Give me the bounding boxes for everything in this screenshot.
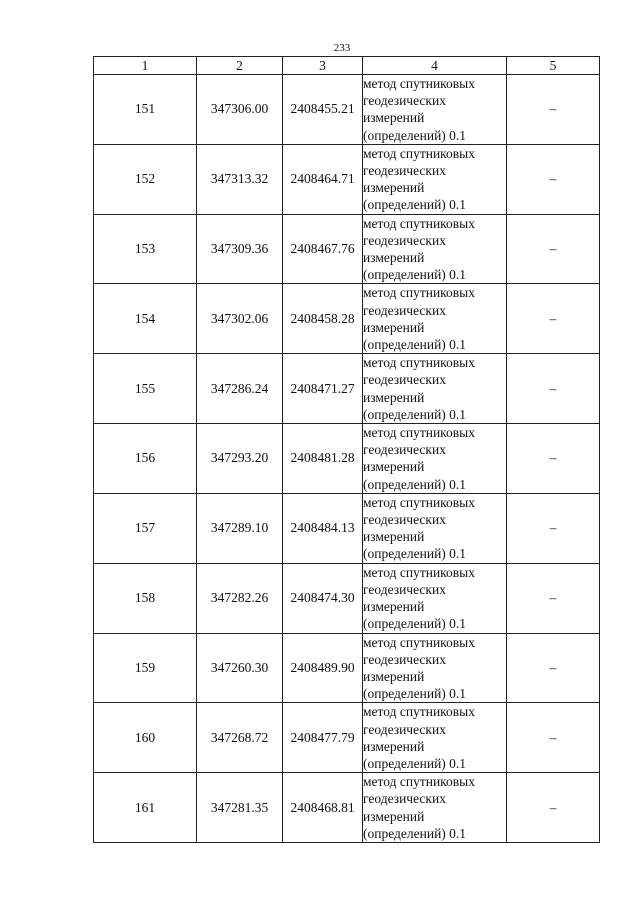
method-line: метод спутниковых xyxy=(363,564,475,580)
description-cell: – xyxy=(507,284,600,354)
table-row xyxy=(94,214,600,284)
method-cell xyxy=(363,424,507,494)
x-coordinate-cell: 347282.26 xyxy=(197,563,283,633)
table-header xyxy=(94,57,600,75)
y-coordinate-cell: 2408489.90 xyxy=(283,633,363,703)
method-cell xyxy=(363,284,507,354)
table-row xyxy=(94,354,600,424)
method-line: геодезических xyxy=(363,302,446,318)
column-header-3: 3 xyxy=(283,57,363,75)
table-row xyxy=(94,144,600,214)
table-row xyxy=(94,633,600,703)
table-row xyxy=(94,493,600,563)
method-line: геодезических xyxy=(363,791,446,807)
table-row xyxy=(94,284,600,354)
column-header-4: 4 xyxy=(363,57,507,75)
table-body xyxy=(94,75,600,843)
y-coordinate-cell: 2408455.21 xyxy=(283,75,363,145)
method-cell xyxy=(363,214,507,284)
method-cell xyxy=(363,633,507,703)
x-coordinate-cell: 347281.35 xyxy=(197,773,283,843)
y-coordinate-cell: 2408484.13 xyxy=(283,493,363,563)
page-number: 233 xyxy=(333,42,351,54)
point-number-cell: 157 xyxy=(94,493,197,563)
description-cell: – xyxy=(507,703,600,773)
method-line: (определений) 0.1 xyxy=(363,546,467,562)
x-coordinate-cell: 347268.72 xyxy=(197,703,283,773)
method-line: измерений xyxy=(363,808,425,824)
x-coordinate-cell: 347309.36 xyxy=(197,214,283,284)
description-cell: – xyxy=(507,633,600,703)
method-line: метод спутниковых xyxy=(363,145,475,161)
point-number-cell: 158 xyxy=(94,563,197,633)
description-cell: – xyxy=(507,424,600,494)
x-coordinate-cell: 347302.06 xyxy=(197,284,283,354)
description-cell: – xyxy=(507,563,600,633)
method-line: (определений) 0.1 xyxy=(363,686,467,702)
method-line: геодезических xyxy=(363,442,446,458)
method-line: измерений xyxy=(363,110,425,126)
y-coordinate-cell: 2408468.81 xyxy=(283,773,363,843)
y-coordinate-cell: 2408458.28 xyxy=(283,284,363,354)
description-cell: – xyxy=(507,144,600,214)
method-line: (определений) 0.1 xyxy=(363,267,467,283)
method-line: (определений) 0.1 xyxy=(363,476,467,492)
method-line: (определений) 0.1 xyxy=(363,127,467,143)
table-row xyxy=(94,424,600,494)
point-number-cell: 159 xyxy=(94,633,197,703)
coordinates-table xyxy=(93,56,600,843)
method-line: геодезических xyxy=(363,93,446,109)
method-line: геодезических xyxy=(363,581,446,597)
y-coordinate-cell: 2408464.71 xyxy=(283,144,363,214)
method-line: (определений) 0.1 xyxy=(363,197,467,213)
description-cell: – xyxy=(507,214,600,284)
point-number-cell: 154 xyxy=(94,284,197,354)
method-line: метод спутниковых xyxy=(363,285,475,301)
x-coordinate-cell: 347313.32 xyxy=(197,144,283,214)
table-row xyxy=(94,75,600,145)
y-coordinate-cell: 2408471.27 xyxy=(283,354,363,424)
table-row xyxy=(94,773,600,843)
method-line: геодезических xyxy=(363,512,446,528)
x-coordinate-cell: 347306.00 xyxy=(197,75,283,145)
method-line: метод спутниковых xyxy=(363,634,475,650)
method-line: (определений) 0.1 xyxy=(363,825,467,841)
method-cell xyxy=(363,144,507,214)
method-line: метод спутниковых xyxy=(363,215,475,231)
method-line: метод спутниковых xyxy=(363,774,475,790)
x-coordinate-cell: 347260.30 xyxy=(197,633,283,703)
point-number-cell: 153 xyxy=(94,214,197,284)
method-line: (определений) 0.1 xyxy=(363,337,467,353)
method-line: измерений xyxy=(363,459,425,475)
point-number-cell: 160 xyxy=(94,703,197,773)
method-line: метод спутниковых xyxy=(363,494,475,510)
method-line: метод спутниковых xyxy=(363,425,475,441)
method-line: геодезических xyxy=(363,651,446,667)
description-cell: – xyxy=(507,75,600,145)
method-line: геодезических xyxy=(363,721,446,737)
y-coordinate-cell: 2408481.28 xyxy=(283,424,363,494)
method-line: (определений) 0.1 xyxy=(363,406,467,422)
x-coordinate-cell: 347286.24 xyxy=(197,354,283,424)
method-line: измерений xyxy=(363,599,425,615)
method-line: измерений xyxy=(363,529,425,545)
column-header-2: 2 xyxy=(197,57,283,75)
method-line: метод спутниковых xyxy=(363,704,475,720)
method-line: (определений) 0.1 xyxy=(363,755,467,771)
table-row xyxy=(94,563,600,633)
method-cell xyxy=(363,354,507,424)
method-line: измерений xyxy=(363,389,425,405)
method-line: измерений xyxy=(363,668,425,684)
method-line: геодезических xyxy=(363,163,446,179)
method-cell xyxy=(363,703,507,773)
table-row xyxy=(94,703,600,773)
method-cell xyxy=(363,563,507,633)
header-row xyxy=(94,57,600,75)
column-header-5: 5 xyxy=(507,57,600,75)
description-cell: – xyxy=(507,493,600,563)
method-cell xyxy=(363,773,507,843)
description-cell: – xyxy=(507,354,600,424)
point-number-cell: 151 xyxy=(94,75,197,145)
method-line: (определений) 0.1 xyxy=(363,616,467,632)
method-line: метод спутниковых xyxy=(363,355,475,371)
method-line: измерений xyxy=(363,180,425,196)
x-coordinate-cell: 347293.20 xyxy=(197,424,283,494)
point-number-cell: 161 xyxy=(94,773,197,843)
method-line: геодезических xyxy=(363,372,446,388)
point-number-cell: 155 xyxy=(94,354,197,424)
method-line: метод спутниковых xyxy=(363,76,475,91)
method-line: измерений xyxy=(363,738,425,754)
x-coordinate-cell: 347289.10 xyxy=(197,493,283,563)
method-line: измерений xyxy=(363,250,425,266)
point-number-cell: 156 xyxy=(94,424,197,494)
point-number-cell: 152 xyxy=(94,144,197,214)
method-cell xyxy=(363,75,507,145)
y-coordinate-cell: 2408474.30 xyxy=(283,563,363,633)
y-coordinate-cell: 2408467.76 xyxy=(283,214,363,284)
method-cell xyxy=(363,493,507,563)
column-header-1: 1 xyxy=(94,57,197,75)
method-line: измерений xyxy=(363,319,425,335)
y-coordinate-cell: 2408477.79 xyxy=(283,703,363,773)
description-cell: – xyxy=(507,773,600,843)
method-line: геодезических xyxy=(363,232,446,248)
